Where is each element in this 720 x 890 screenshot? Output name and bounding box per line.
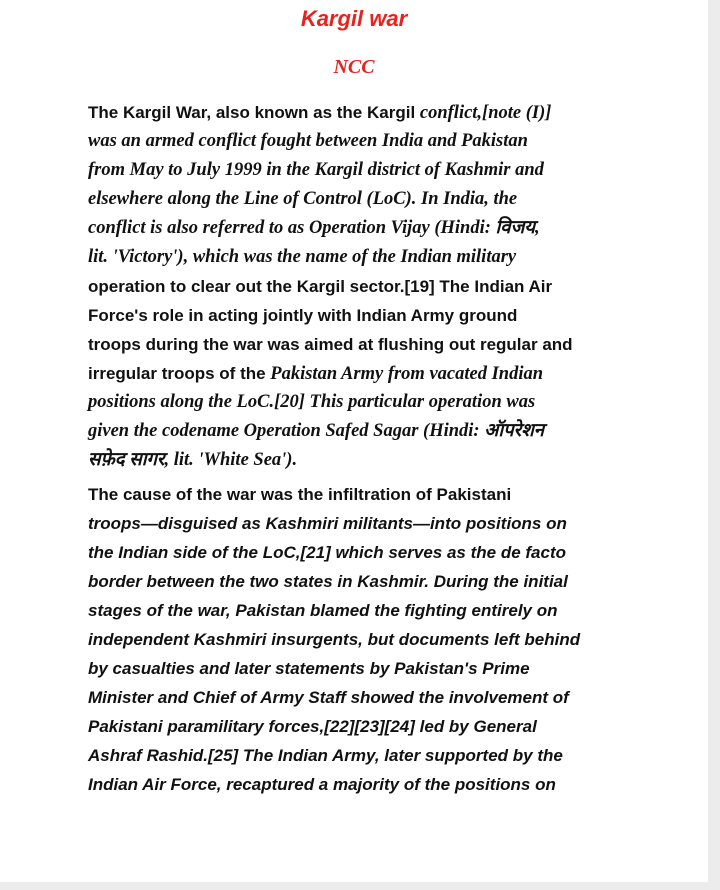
text-line: The cause of the war was the infiltration of Pakistani	[88, 485, 512, 504]
text-span: irregular troops of the	[88, 364, 271, 383]
text-line: Pakistani paramilitary forces,[22][23][24] led by General	[88, 717, 537, 736]
document-title: Kargil war	[300, 6, 408, 31]
text-line: lit. 'Victory'), which was the name of the Indian military	[88, 247, 517, 267]
text-line: conflict is also referred to as Operation Vijay (Hindi: विजय,	[88, 218, 540, 238]
text-line: stages of the war, Pakistan blamed the fighting entirely on	[88, 601, 558, 620]
text-line: the Indian side of the LoC,[21] which serves as the de facto	[88, 543, 566, 562]
text-line: Force's role in acting jointly with Indian Army ground	[88, 306, 518, 325]
paragraph-1	[88, 98, 688, 475]
text-line: elsewhere along the Line of Control (LoC). In India, the	[88, 189, 518, 209]
text-line: operation to clear out the Kargil sector.[19] The Indian Air	[88, 277, 553, 296]
text-line: border between the two states in Kashmir. During the initial	[88, 572, 568, 591]
text-line: Ashraf Rashid.[25] The Indian Army, later supported by the	[88, 746, 563, 765]
text-line: Minister and Chief of Army Staff showed the involvement of	[88, 688, 569, 707]
paragraph-2	[88, 480, 688, 799]
text-line: from May to July 1999 in the Kargil district of Kashmir and	[88, 160, 544, 180]
text-span: The Kargil War, also known as the Kargil	[88, 103, 420, 122]
text-line: सफ़ेद सागर, lit. 'White Sea').	[88, 450, 298, 470]
text-line	[88, 359, 688, 388]
text-line: was an armed conflict fought between India and Pakistan	[88, 131, 528, 151]
text-span: Pakistan Army from vacated Indian	[270, 364, 544, 384]
document-subtitle: NCC	[333, 56, 375, 78]
text-line	[88, 98, 688, 127]
text-line: independent Kashmiri insurgents, but documents left behind	[88, 630, 581, 649]
text-line: given the codename Operation Safed Sagar (Hindi: ऑपरेशन	[88, 421, 545, 441]
text-span: conflict,[note (I)]	[419, 103, 552, 123]
text-line: positions along the LoC.[20] This particular operation was	[88, 392, 536, 412]
text-line: by casualties and later statements by Pakistan's Prime	[88, 659, 530, 678]
text-line: troops during the war was aimed at flushing out regular and	[88, 335, 573, 354]
text-line: troops—disguised as Kashmiri militants—into positions on	[88, 514, 567, 533]
text-line: Indian Air Force, recaptured a majority of the positions on	[88, 775, 556, 794]
